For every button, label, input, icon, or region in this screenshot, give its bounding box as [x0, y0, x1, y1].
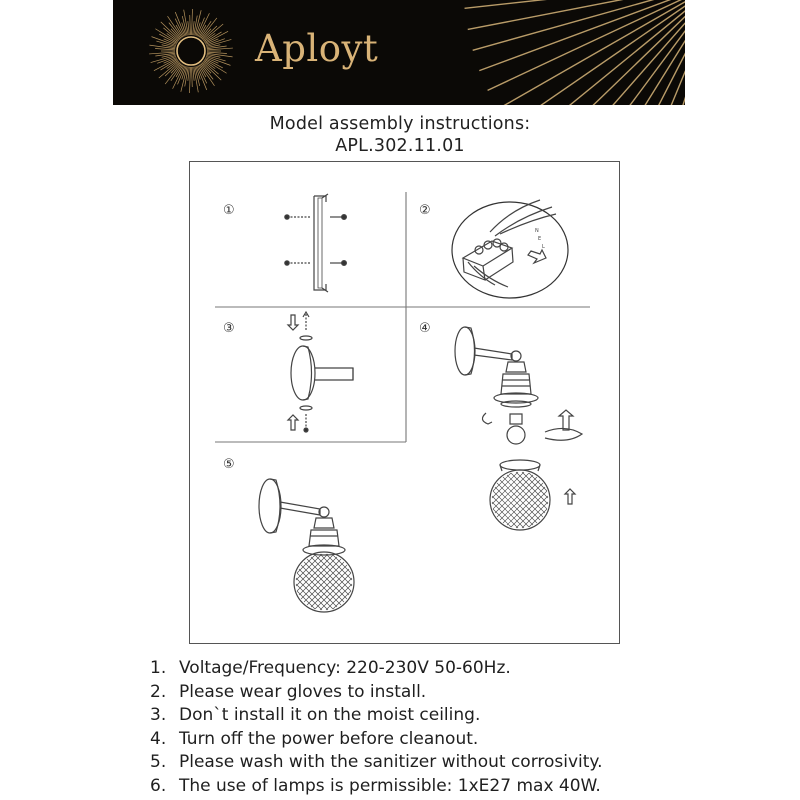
svg-text:N: N [535, 228, 539, 234]
note-item: 6. The use of lamps is permissible: 1xE27 max 40W. [150, 775, 601, 796]
note-item: 2. Please wear gloves to install. [150, 681, 427, 702]
page-title: Model assembly instructions: [269, 114, 531, 134]
step-2-wiring-illustration [452, 200, 568, 298]
step-number-2: ② [419, 203, 431, 218]
safety-notes-list [150, 657, 602, 799]
svg-text:L: L [542, 244, 545, 250]
note-item: 5. Please wash with the sanitizer without corrosivity. [150, 752, 603, 773]
step-5-assembled-illustration [259, 479, 354, 612]
step-number-3: ③ [223, 321, 235, 336]
step-number-4: ④ [419, 321, 431, 336]
assembly-diagram [189, 161, 620, 644]
note-item: 3. Don`t install it on the moist ceiling. [150, 705, 481, 726]
sunburst-logo-icon [113, 0, 685, 105]
step-3-baseplate-illustration [288, 312, 353, 432]
svg-text:E: E [538, 236, 542, 242]
brand-banner [113, 0, 685, 105]
step-number-5: ⑤ [223, 457, 235, 472]
step-number-1: ① [223, 203, 235, 218]
step-4-shade-illustration [490, 460, 575, 530]
step-4-socket-illustration [455, 327, 582, 444]
note-item: 4. Turn off the power before cleanout. [150, 728, 479, 749]
brand-name: Aployt [255, 27, 379, 70]
note-item: 1. Voltage/Frequency: 220-230V 50-60Hz. [150, 658, 511, 678]
model-number: APL.302.11.01 [335, 136, 465, 156]
step-1-bracket-illustration [285, 194, 347, 292]
